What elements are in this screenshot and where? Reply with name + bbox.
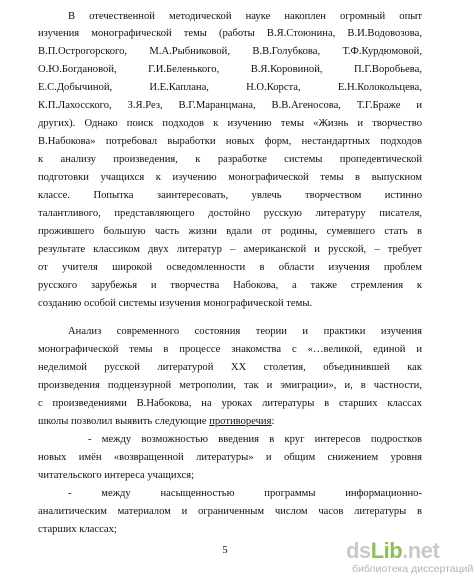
paragraph-1-line-7: других). Однако поиск подходов к изучению темы «Жизнь и творчество: [38, 118, 422, 129]
paragraph-1-line-10: подготовки учащихся к изучению монографической темы в выпускном: [38, 172, 422, 183]
watermark-subtitle: библиотека диссертаций: [352, 563, 473, 575]
paragraph-1-line-2: изучения монографической темы (работы В.Я.Стоюнина, В.И.Водовозова,: [38, 28, 422, 39]
dslib-watermark: [346, 538, 473, 575]
paragraph-1-line-8: В.Набокова» потребовал выработки новых форм, нестандартных подходов: [38, 136, 422, 147]
paragraph-1-line-14: результате классиком двух литератур – американской и русской, – требует: [38, 244, 422, 255]
paragraph-1-line-1: В отечественной методической науке накоплен огромный опыт: [68, 11, 422, 22]
logo-net: .net: [402, 538, 440, 563]
dslib-logo: [346, 538, 439, 564]
paragraph-2-line-4: произведения подцензурной метрополии, так и эмиграции», и, в частности,: [38, 380, 422, 391]
paragraph-2-line-5: с произведениями В.Набокова, на уроках литературы в старших классах: [38, 398, 422, 409]
contradiction-1-line-3: читательского интереса учащихся;: [38, 470, 195, 481]
paragraph-2-line-6: [38, 415, 422, 428]
contradiction-1-line-2: новых имён «возвращенной литературы» и общим снижением уровня: [38, 452, 422, 463]
paragraph-1-line-6: К.П.Лахосского, З.Я.Рез, В.Г.Маранцмана, В.В.Агеносова, Т.Г.Браже и: [38, 100, 422, 111]
paragraph-1-line-5: Е.С.Добычиной, И.Е.Каплана, Н.О.Корста, Е.Н.Колокольцева,: [38, 82, 422, 93]
logo-lib: Lib: [370, 538, 403, 563]
paragraph-1-line-3: В.П.Острогорского, М.А.Рыбниковой, В.В.Голубкова, Т.Ф.Курдюмовой,: [38, 46, 422, 57]
paragraph-2-line-1: Анализ современного состояния теории и практики изучения: [68, 326, 422, 337]
paragraph-1-line-16: русского зарубежья и творчества Набокова, а также стремления к: [38, 280, 422, 291]
contradiction-2-line-3: старших классах;: [38, 524, 117, 535]
paragraph-2-line-6-text: школы позволил выявить следующие: [38, 416, 207, 427]
paragraph-1-line-15: от учителя широкой осведомленности в области изучения проблем: [38, 262, 422, 273]
paragraph-1-line-9: к анализу произведения, к разработке системы пропедевтической: [38, 154, 422, 165]
paragraph-1-line-12: талантливого, представляющего достойно русскую литературу писателя,: [38, 208, 422, 219]
paragraph-1-line-17: созданию особой системы изучения монографической темы.: [38, 298, 313, 309]
contradiction-2-line-2: аналитическим материалом и ограниченным числом часов литературы в: [38, 506, 422, 517]
paragraph-2-line-2: монографической темы в процессе знакомства с «…великой, единой и: [38, 344, 422, 355]
contradiction-2-line-1: - между насыщенностью программы информационно-: [68, 488, 422, 499]
contradiction-1-line-1: - между возможностью введения в круг интересов подростков: [88, 434, 422, 445]
page-number: 5: [222, 545, 228, 556]
contradictions-colon: :: [271, 416, 275, 427]
logo-ds: ds: [346, 538, 371, 563]
paragraph-1-line-4: О.Ю.Богдановой, Г.И.Беленького, В.Я.Коровиной, П.Г.Воробьева,: [38, 64, 422, 75]
contradictions-term: противоречия: [209, 416, 272, 427]
paragraph-1-line-11: классе. Попытка заинтересовать, увлечь творчеством истинно: [38, 190, 422, 201]
paragraph-2-line-3: неделимой русской литературой XX столетия, объединившей как: [38, 362, 422, 373]
paragraph-1-line-13: прожившего большую часть жизни вдали от родины, сумевшего стать в: [38, 226, 422, 237]
